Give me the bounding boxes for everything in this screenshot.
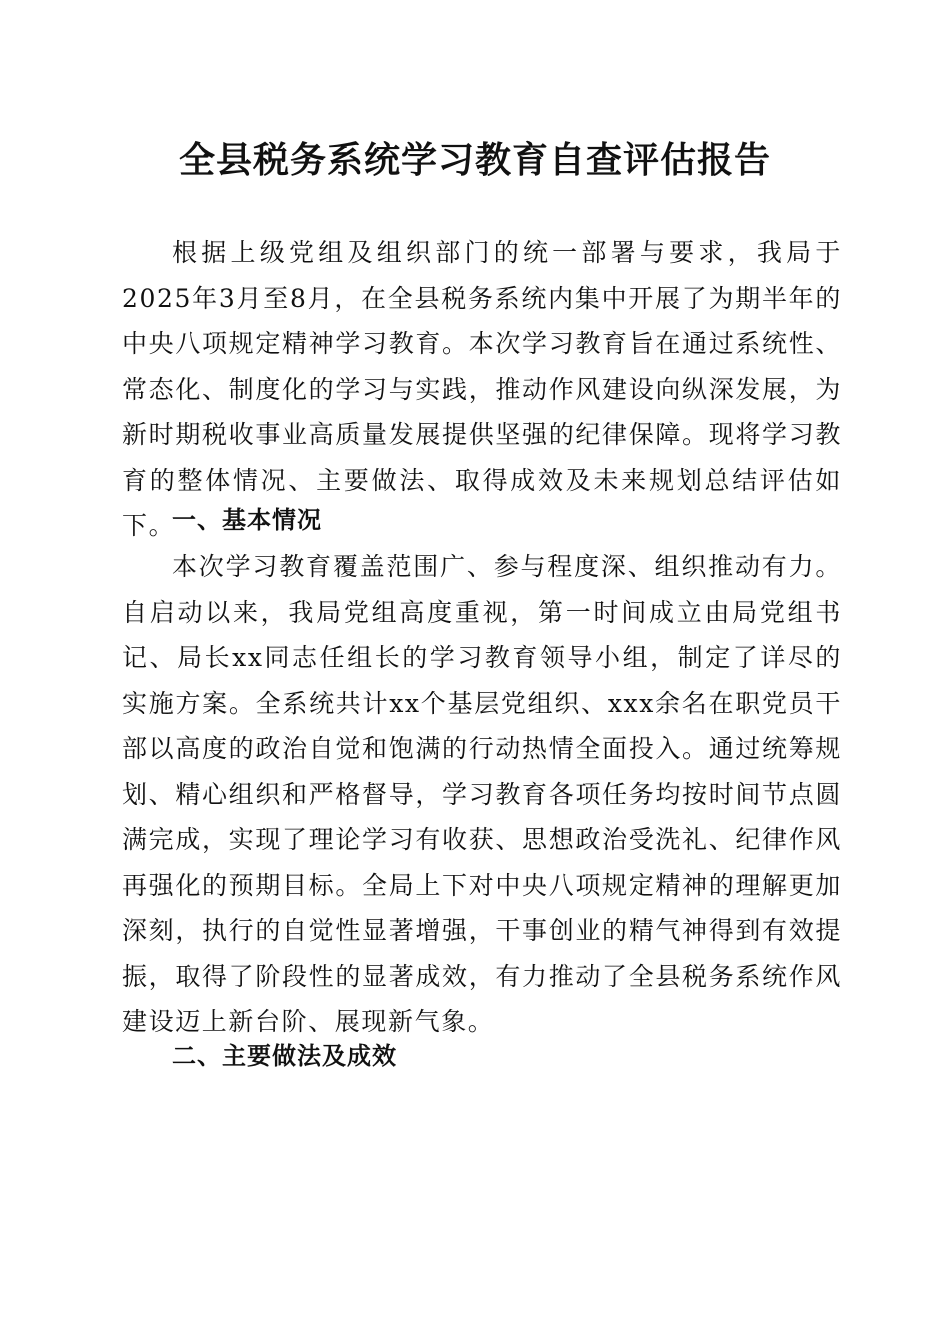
document-title: 全县税务系统学习教育自查评估报告 <box>178 139 771 181</box>
section-heading-basic-situation: 一、基本情况 <box>172 506 322 534</box>
intro-paragraph: 根据上级党组及组织部门的统一部署与要求，我局于2025年3月至8月，在全县税务系统内集中开展了为期半年的中央八项规定精神学习教育。本次学习教育旨在通过系统性、常态化、制度化的学习与实践，推动作风建设向纵深发展，为新时期税收事业高质量发展提供坚强的纪律保障。现将学习教育的整体情况、主要做法、取得成效及未来规划总结评估如下。 <box>122 238 842 540</box>
basic-situation-paragraph: 本次学习教育覆盖范围广、参与程度深、组织推动有力。自启动以来，我局党组高度重视，第一时间成立由局党组书记、局长xx同志任组长的学习教育领导小组，制定了详尽的实施方案。全系统共计xx个基层党组织、xxx余名在职党员干部以高度的政治自觉和饱满的行动热情全面投入。通过统筹规划、精心组织和严格督导，学习教育各项任务均按时间节点圆满完成，实现了理论学习有收获、思想政治受洗礼、纪律作风再强化的预期目标。全局上下对中央八项规定精神的理解更加深刻，执行的自觉性显著增强，干事创业的精气神得到有效提振，取得了阶段性的显著成效，有力推动了全县税务系统作风建设迈上新台阶、展现新气象。 <box>122 552 842 1036</box>
section-heading-main-practices: 二、主要做法及成效 <box>172 1042 397 1070</box>
